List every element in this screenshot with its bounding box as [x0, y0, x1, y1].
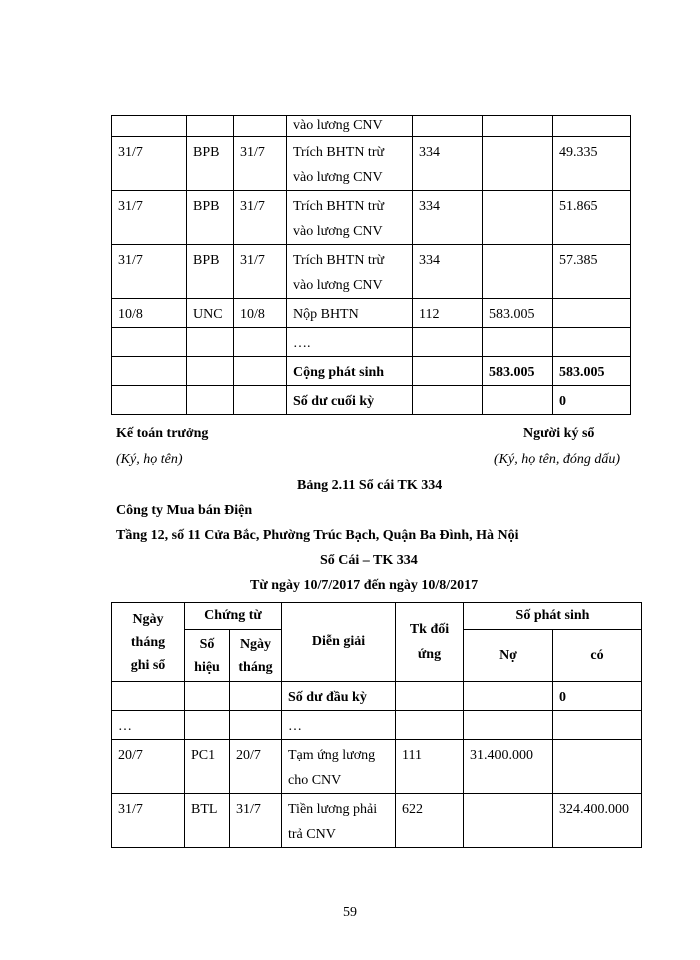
cell-acct: 112	[413, 299, 483, 328]
cell-acct	[396, 682, 464, 711]
cell-credit: 583.005	[553, 357, 631, 386]
cell-no: PC1	[185, 740, 230, 794]
cell-date: 31/7	[112, 191, 187, 245]
cell-no: BPB	[187, 191, 234, 245]
company-address: Tầng 12, số 11 Cửa Bắc, Phường Trúc Bạch, Quận Ba Đình, Hà Nội	[116, 528, 519, 543]
cell-credit: 51.865	[553, 191, 631, 245]
cell-date	[112, 386, 187, 415]
cell-debit	[483, 245, 553, 299]
cell-doc-date	[230, 711, 282, 740]
header-account: Tk đối ứng	[396, 603, 464, 682]
cell-desc: Cộng phát sinh	[287, 357, 413, 386]
ledger-title: Sổ Cái – TK 334	[320, 553, 418, 568]
cell-doc-date	[234, 116, 287, 137]
table-row	[112, 794, 642, 848]
header-voucher-no: Số hiệu	[185, 630, 230, 682]
cell-no	[187, 116, 234, 137]
table-caption: Bảng 2.11 Sổ cái TK 334	[297, 478, 443, 493]
header-voucher: Chứng từ	[185, 603, 282, 630]
cell-credit: 0	[553, 682, 642, 711]
cell-doc-date: 31/7	[230, 794, 282, 848]
cell-doc-date	[230, 682, 282, 711]
header-voucher-date: Ngày tháng	[230, 630, 282, 682]
cell-debit	[464, 682, 553, 711]
cell-date	[112, 682, 185, 711]
cell-credit	[553, 116, 631, 137]
cell-acct: 622	[396, 794, 464, 848]
cell-no	[185, 711, 230, 740]
cell-doc-date: 10/8	[234, 299, 287, 328]
bookkeeper-title: Người ký sổ	[523, 426, 595, 441]
cell-debit: 31.400.000	[464, 740, 553, 794]
cell-debit: 583.005	[483, 357, 553, 386]
cell-no	[187, 386, 234, 415]
bookkeeper-note: (Ký, họ tên, đóng dấu)	[494, 452, 620, 467]
header-date: Ngày tháng ghi sổ	[112, 603, 185, 682]
chief-accountant-note: (Ký, họ tên)	[116, 452, 183, 467]
cell-date: 10/8	[112, 299, 187, 328]
cell-debit	[483, 386, 553, 415]
cell-debit	[483, 116, 553, 137]
cell-date: 31/7	[112, 245, 187, 299]
cell-no: BPB	[187, 137, 234, 191]
table-row	[112, 328, 631, 357]
table-row	[112, 386, 631, 415]
table-row	[112, 299, 631, 328]
table-row	[112, 191, 631, 245]
cell-credit	[553, 711, 642, 740]
cell-desc: …	[282, 711, 396, 740]
cell-doc-date: 31/7	[234, 191, 287, 245]
cell-doc-date: 31/7	[234, 137, 287, 191]
cell-credit: 0	[553, 386, 631, 415]
cell-no: BPB	[187, 245, 234, 299]
cell-no	[187, 357, 234, 386]
cell-debit	[464, 794, 553, 848]
cell-doc-date	[234, 386, 287, 415]
cell-credit	[553, 328, 631, 357]
ledger-continuation-table	[111, 115, 631, 415]
cell-no	[185, 682, 230, 711]
table-row	[112, 116, 631, 137]
header-credit: có	[553, 630, 642, 682]
table-row	[112, 245, 631, 299]
cell-doc-date	[234, 328, 287, 357]
table-row	[112, 711, 642, 740]
cell-no: UNC	[187, 299, 234, 328]
table-row	[112, 357, 631, 386]
ledger-period: Từ ngày 10/7/2017 đến ngày 10/8/2017	[250, 578, 479, 593]
cell-date: 31/7	[112, 794, 185, 848]
cell-date: 31/7	[112, 137, 187, 191]
cell-credit	[553, 299, 631, 328]
cell-date	[112, 116, 187, 137]
cell-debit: 583.005	[483, 299, 553, 328]
cell-acct: 334	[413, 245, 483, 299]
cell-doc-date	[234, 357, 287, 386]
cell-debit	[483, 137, 553, 191]
cell-date: 20/7	[112, 740, 185, 794]
cell-doc-date: 20/7	[230, 740, 282, 794]
cell-desc: Trích BHTN trừ vào lương CNV	[287, 137, 413, 191]
cell-desc: Trích BHTN trừ vào lương CNV	[287, 191, 413, 245]
cell-debit	[483, 191, 553, 245]
cell-desc: Số dư đầu kỳ	[282, 682, 396, 711]
cell-debit	[483, 328, 553, 357]
cell-date	[112, 357, 187, 386]
cell-date: …	[112, 711, 185, 740]
cell-doc-date: 31/7	[234, 245, 287, 299]
cell-desc: Nộp BHTN	[287, 299, 413, 328]
cell-no	[187, 328, 234, 357]
table-row	[112, 740, 642, 794]
chief-accountant-title: Kế toán trưởng	[116, 426, 209, 441]
cell-acct	[396, 711, 464, 740]
cell-desc: Số dư cuối kỳ	[287, 386, 413, 415]
company-name: Công ty Mua bán Điện	[116, 503, 253, 518]
cell-date	[112, 328, 187, 357]
table-row	[112, 682, 642, 711]
cell-desc: Trích BHTN trừ vào lương CNV	[287, 245, 413, 299]
cell-desc: vào lương CNV	[287, 116, 413, 137]
cell-credit: 49.335	[553, 137, 631, 191]
cell-credit	[553, 740, 642, 794]
cell-acct: 111	[396, 740, 464, 794]
header-description: Diễn giải	[282, 603, 396, 682]
cell-acct: 334	[413, 137, 483, 191]
cell-no: BTL	[185, 794, 230, 848]
cell-desc: Tạm ứng lương cho CNV	[282, 740, 396, 794]
cell-acct	[413, 116, 483, 137]
cell-credit: 57.385	[553, 245, 631, 299]
header-amount: Số phát sinh	[464, 603, 642, 630]
table-row	[112, 137, 631, 191]
header-debit: Nợ	[464, 630, 553, 682]
general-ledger-table	[111, 602, 642, 848]
page-number: 59	[343, 905, 357, 920]
cell-acct	[413, 386, 483, 415]
cell-acct: 334	[413, 191, 483, 245]
cell-acct	[413, 357, 483, 386]
cell-desc: Tiền lương phải trả CNV	[282, 794, 396, 848]
cell-debit	[464, 711, 553, 740]
cell-desc: ….	[287, 328, 413, 357]
cell-acct	[413, 328, 483, 357]
cell-credit: 324.400.000	[553, 794, 642, 848]
